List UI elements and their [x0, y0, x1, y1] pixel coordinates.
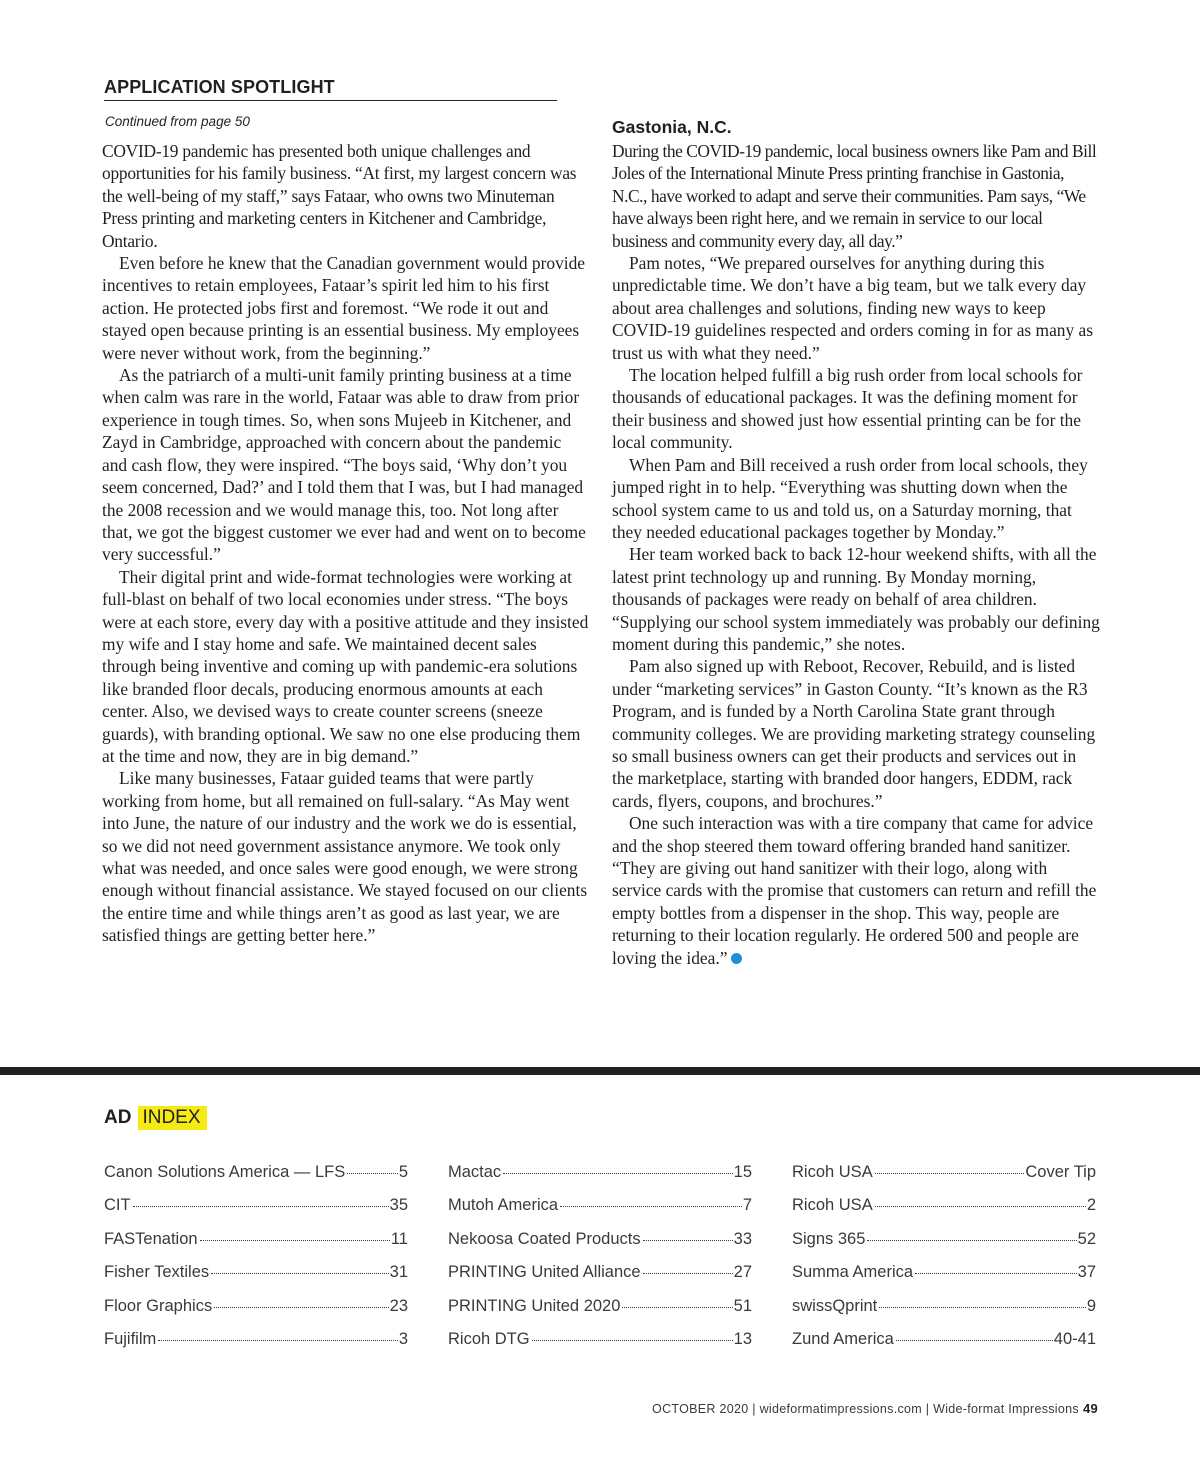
- page-reference: 31: [389, 1263, 408, 1282]
- ad-index-entry: [104, 1158, 408, 1191]
- right-column-heading: Gastonia, N.C.: [612, 117, 732, 137]
- ad-index-entry: [448, 1158, 752, 1191]
- page-number: 49: [1082, 1401, 1098, 1416]
- advertiser-name: Mactac: [448, 1163, 502, 1181]
- ad-index-entry: [792, 1191, 1096, 1224]
- page-reference: 11: [390, 1229, 408, 1248]
- advertiser-name: Fujifilm: [104, 1329, 157, 1348]
- advertiser-name: Ricoh USA: [792, 1163, 873, 1181]
- ad-index-entry: [448, 1258, 752, 1291]
- ad-index-entry: [104, 1191, 408, 1224]
- advertiser-name: Nekoosa Coated Products: [448, 1229, 641, 1248]
- page-reference: Cover Tip: [1025, 1163, 1096, 1181]
- page-reference: 51: [733, 1296, 752, 1315]
- advertiser-name: Canon Solutions America — LFS: [104, 1163, 346, 1181]
- advertiser-name: PRINTING United Alliance: [448, 1263, 641, 1282]
- advertiser-name: PRINTING United 2020: [448, 1296, 621, 1315]
- dot-leader: [915, 1273, 1077, 1274]
- ad-index-entry: [792, 1158, 1096, 1191]
- article-paragraph: Pam also signed up with Reboot, Recover, Rebuild, and is listed under “marketing services” in Gaston County. “It’s known as the R3 Program, and is funded by a North Carolina State grant through community colleges. We are providing marketing strategy counseling so small business owners can get their products and services out in the marketplace, starting with branded door hangers, EDDM, rack cards, flyers, coupons, and brochures.”: [612, 656, 1096, 811]
- dot-leader: [867, 1240, 1076, 1241]
- page-reference: 3: [398, 1329, 408, 1348]
- article-paragraph: COVID-19 pandemic has presented both unique challenges and opportunities for his family business. “At first, my largest concern was the well-being of my staff,” says Fataar, who owns two Minuteman Press printing and marketing centers in Kitchener and Cambridge, Ontario.: [102, 141, 577, 251]
- ad-index-entry: [104, 1325, 408, 1358]
- page-reference: 23: [389, 1296, 408, 1315]
- advertiser-name: Ricoh USA: [792, 1196, 873, 1215]
- ad-index-entry: [448, 1191, 752, 1224]
- page-reference: 15: [733, 1163, 752, 1181]
- advertiser-name: Ricoh DTG: [448, 1329, 530, 1348]
- dot-leader: [200, 1240, 390, 1241]
- ad-index-entry: [448, 1225, 752, 1258]
- advertiser-name: Mutoh America: [448, 1196, 559, 1215]
- dot-leader: [560, 1206, 742, 1207]
- dot-leader: [532, 1340, 733, 1341]
- page-reference: 40-41: [1053, 1329, 1096, 1348]
- page-reference: 27: [733, 1263, 752, 1282]
- dot-leader: [158, 1340, 398, 1341]
- right-article-column: [612, 140, 1100, 969]
- end-of-article-dot-icon: [731, 953, 742, 964]
- dot-leader: [896, 1340, 1053, 1341]
- ad-index-entry: [792, 1325, 1096, 1358]
- dot-leader: [133, 1206, 389, 1207]
- article-paragraph: During the COVID-19 pandemic, local business owners like Pam and Bill Joles of the International Minute Press printing franchise in Gastonia, N.C., have worked to adapt and serve their communities. Pam says, “We have always been right here, and we remain in service to our local business and community every day, all day.”: [612, 141, 1097, 251]
- page-reference: 2: [1086, 1196, 1096, 1215]
- page-reference: 5: [398, 1163, 408, 1181]
- article-paragraph: As the patriarch of a multi-unit family printing business at a time when calm was rare in the world, Fataar was able to draw from prior experience in tough times. So, when sons Mujeeb in Kitchener, and Zayd in Cambridge, approached with concern about the pandemic and cash flow, they were inspired. “The boys said, ‘Why don’t you seem concerned, Dad?’ and I told them that I was, but I had managed the 2008 recession and we would manage this, too. Not long after that, we got the biggest customer we ever had and went on to become very successful.”: [102, 365, 586, 565]
- ad-index-entry: [104, 1225, 408, 1258]
- page-footer: [652, 1401, 1098, 1416]
- dot-leader: [622, 1307, 732, 1308]
- page-reference: 33: [733, 1229, 752, 1248]
- advertiser-name: Floor Graphics: [104, 1296, 213, 1315]
- dot-leader: [211, 1273, 388, 1274]
- article-paragraph: The location helped fulfill a big rush order from local schools for thousands of educational packages. It was the defining moment for their business and showed just how essential printing can be for the local community.: [612, 365, 1083, 453]
- page-reference: 13: [733, 1329, 752, 1348]
- article-paragraph: Like many businesses, Fataar guided teams that were partly working from home, but all remained on full-salary. “As May went into June, the nature of our industry and the work we do is essential, so we did not need government assistance anymore. We took only what was needed, and once sales were good enough, we were strong enough without financial assistance. We stayed focused on our clients the entire time and while things aren’t as good as last year, we are satisfied things are getting better here.”: [102, 768, 588, 946]
- ad-index-column: [792, 1158, 1096, 1358]
- dot-leader: [875, 1206, 1086, 1207]
- ad-index-column: [448, 1158, 752, 1358]
- page-reference: 52: [1077, 1229, 1096, 1248]
- dot-leader: [643, 1273, 733, 1274]
- page-reference: 37: [1077, 1263, 1096, 1282]
- article-paragraph: Even before he knew that the Canadian government would provide incentives to retain employees, Fataar’s spirit led him to his first action. He protected jobs first and foremost. “We rode it out and stayed open because printing is an essential business. My employees were never without work, from the beginning.”: [102, 253, 586, 363]
- ad-index-entry: [104, 1258, 408, 1291]
- article-paragraph: Pam notes, “We prepared ourselves for anything during this unpredictable time. We don’t have a big team, but we talk every day about area challenges and solutions, finding new ways to keep COVID-19 guidelines respected and orders coming in for as many as trust us with what they need.”: [612, 253, 1094, 363]
- dot-leader: [879, 1307, 1086, 1308]
- page-reference: 35: [389, 1196, 408, 1215]
- article-paragraph: Their digital print and wide-format technologies were working at full-blast on behalf of two local economies under stress. “The boys were at each store, every day with a positive attitude and they insisted my wife and I stay home and safe. We maintained decent sales through being inventive and coming up with pandemic-era solutions like branded floor decals, producing enormous amounts at each center. Also, we devised ways to create counter screens (sneeze guards), with branding optional. We saw no one else producing them at the time and now, they are in big demand.”: [102, 566, 589, 766]
- left-article-column: [102, 140, 590, 947]
- page-reference: 9: [1086, 1296, 1096, 1315]
- advertiser-name: Fisher Textiles: [104, 1263, 210, 1282]
- ad-index-entry: [448, 1292, 752, 1325]
- article-paragraph-text: One such interaction was with a tire company that came for advice and the shop steered them toward offering branded hand sanitizer. “They are giving out hand sanitizer with their logo, along with service cards with the promise that customers can return and refill the empty bottles from a dispenser in the shop. This way, people are returning to their location regularly. He ordered 500 and people are loving the idea.”: [612, 813, 1097, 968]
- ad-index-entry: [792, 1225, 1096, 1258]
- advertiser-name: CIT: [104, 1196, 131, 1215]
- ad-index-entry: [792, 1258, 1096, 1291]
- dot-leader: [643, 1240, 733, 1241]
- ad-index-column: [104, 1158, 408, 1358]
- ad-index-heading-bold: AD: [104, 1107, 132, 1128]
- dot-leader: [347, 1173, 398, 1174]
- article-paragraph: Her team worked back to back 12-hour weekend shifts, with all the latest print technology up and running. By Monday morning, thousands of packages were ready on behalf of area children. “Supplying our school system immediately was probably our defining moment during this pandemic,” she notes.: [612, 544, 1100, 654]
- advertiser-name: swissQprint: [792, 1296, 878, 1315]
- dot-leader: [875, 1173, 1025, 1174]
- advertiser-name: Summa America: [792, 1263, 914, 1282]
- dot-leader: [214, 1307, 388, 1308]
- advertiser-name: Zund America: [792, 1329, 894, 1348]
- article-paragraph: When Pam and Bill received a rush order from local schools, they jumped right in to help. “Everything was shutting down when the school system came to us and told us, on a Saturday morning, that they needed educational packages together by Monday.”: [612, 454, 1088, 542]
- footer-text: OCTOBER 2020 | wideformatimpressions.com | Wide-format Impressions: [652, 1402, 1079, 1416]
- page-reference: 7: [742, 1196, 752, 1215]
- ad-index-entry: [792, 1292, 1096, 1325]
- section-title: APPLICATION SPOTLIGHT: [104, 76, 557, 101]
- ad-index-entry: [104, 1292, 408, 1325]
- section-divider: [0, 1067, 1200, 1075]
- ad-index-heading: [104, 1105, 207, 1131]
- dot-leader: [503, 1173, 732, 1174]
- advertiser-name: FASTenation: [104, 1229, 198, 1248]
- advertiser-name: Signs 365: [792, 1229, 866, 1248]
- continued-note: Continued from page 50: [105, 114, 250, 129]
- article-paragraph-last: [612, 812, 1100, 969]
- ad-index-entry: [448, 1325, 752, 1358]
- ad-index-heading-highlight: INDEX: [138, 1106, 206, 1130]
